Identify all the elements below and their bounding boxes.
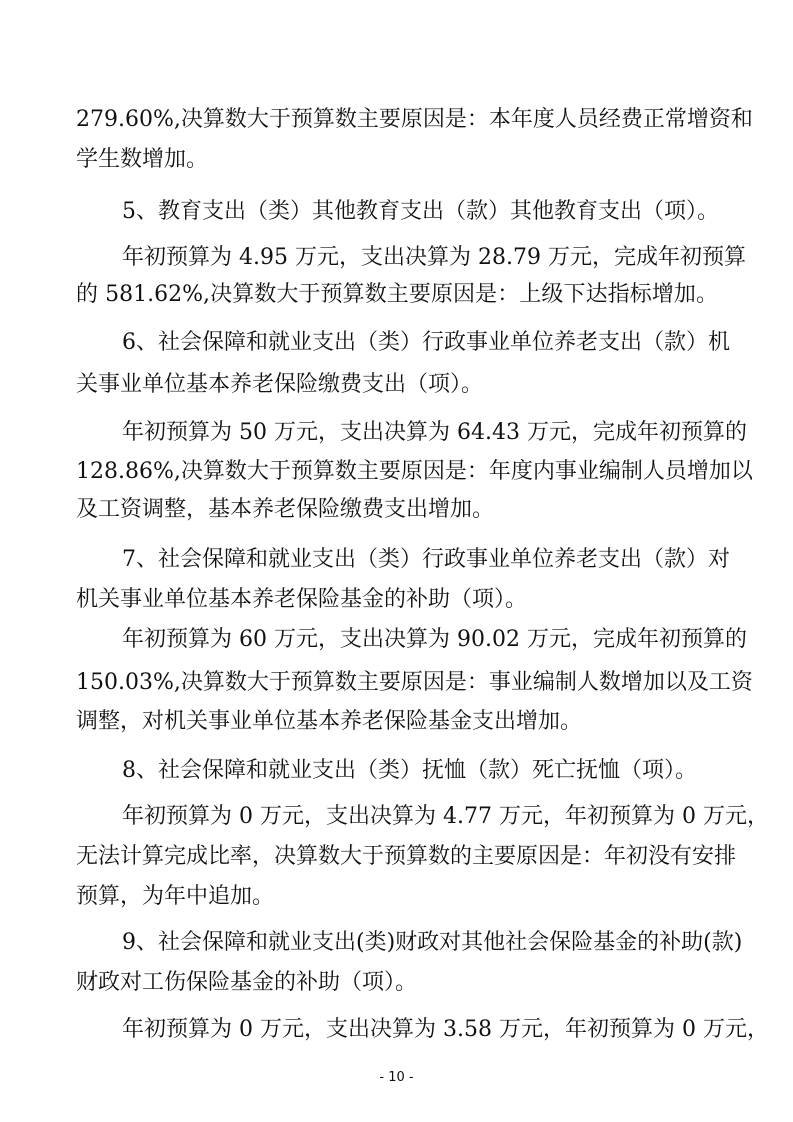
text-line: 279.60%,决算数大于预算数主要原因是：本年度人员经费正常增资和 [76, 107, 753, 132]
text-line: 年初预算为 0 万元，支出决算为 4.77 万元，年初预算为 0 万元， [122, 804, 769, 829]
section-heading: 关事业单位基本养老保险缴费支出（项）。 [76, 372, 484, 397]
text-line: 年初预算为 60 万元，支出决算为 90.02 万元，完成年初预算的 [122, 627, 747, 652]
section-heading: 9、社会保障和就业支出(类)财政对其他社会保险基金的补助(款) [122, 930, 743, 955]
text-line: 及工资调整，基本养老保险缴费支出增加。 [76, 497, 495, 522]
text-line: 预算，为年中追加。 [76, 884, 275, 909]
page-number: - 10 - [379, 1070, 414, 1085]
text-line: 年初预算为 4.95 万元，支出决算为 28.79 万元，完成年初预算 [122, 245, 746, 270]
section-heading: 5、教育支出（类）其他教育支出（款）其他教育支出（项）。 [122, 199, 719, 224]
section-heading: 6、社会保障和就业支出（类）行政事业单位养老支出（款）机 [122, 330, 730, 355]
text-line: 调整，对机关事业单位基本养老保险基金支出增加。 [76, 709, 583, 734]
text-line: 学生数增加。 [76, 147, 209, 172]
section-heading: 财政对工伤保险基金的补助（项）。 [76, 970, 418, 995]
text-line: 的 581.62%,决算数大于预算数主要原因是：上级下达指标增加。 [76, 282, 718, 307]
text-line: 128.86%,决算数大于预算数主要原因是：年度内事业编制人员增加以 [76, 459, 753, 484]
text-line: 150.03%,决算数大于预算数主要原因是：事业编制人数增加以及工资 [76, 670, 753, 695]
text-line: 无法计算完成比率，决算数大于预算数的主要原因是：年初没有安排 [76, 844, 737, 869]
text-line: 年初预算为 50 万元，支出决算为 64.43 万元，完成年初预算的 [122, 420, 747, 445]
text-line: 年初预算为 0 万元，支出决算为 3.58 万元，年初预算为 0 万元， [122, 1017, 769, 1042]
section-heading: 8、社会保障和就业支出（类）抚恤（款）死亡抚恤（项）。 [122, 758, 697, 783]
section-heading: 机关事业单位基本养老保险基金的补助（项）。 [76, 587, 528, 612]
section-heading: 7、社会保障和就业支出（类）行政事业单位养老支出（款）对 [122, 547, 730, 572]
